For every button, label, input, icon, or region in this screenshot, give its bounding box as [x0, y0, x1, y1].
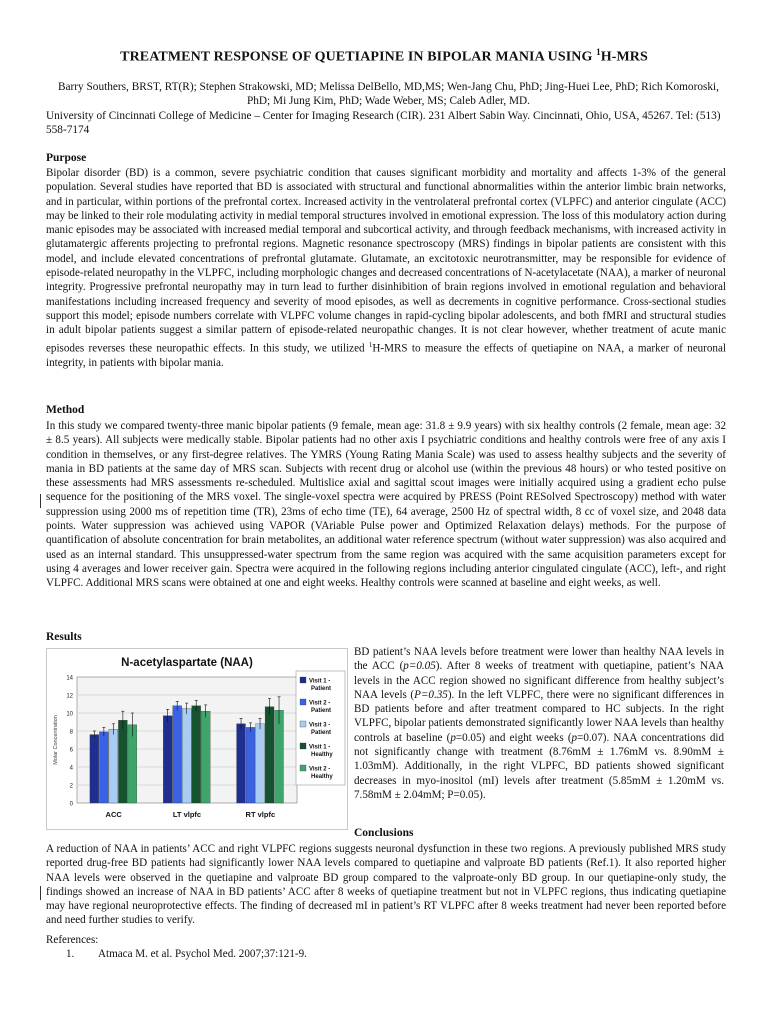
- y-tick-label: 0: [69, 801, 73, 808]
- results-pvalue-2: P=0.35: [414, 688, 448, 701]
- bar: [265, 707, 274, 803]
- purpose-superscript: 1: [368, 340, 373, 349]
- bar: [99, 732, 108, 803]
- y-axis-label: Molar Concentration: [53, 715, 59, 765]
- legend-label: Visit 1 -: [309, 744, 331, 751]
- bar: [90, 735, 99, 803]
- page-title: [0, 47, 768, 66]
- bar: [246, 727, 255, 803]
- results-pvalue-4: p: [571, 731, 578, 744]
- legend-label: Visit 2 -: [309, 700, 331, 707]
- legend-swatch: [300, 721, 306, 727]
- results-seg-4: =0.05) and eight weeks (: [455, 731, 572, 744]
- bar: [275, 710, 284, 803]
- legend-label: Visit 1 -: [309, 678, 331, 685]
- conclusions-text: A reduction of NAA in patients’ ACC and right VLPFC regions suggests neuronal dysfunction in these two regions. A previously published MRS study reported drug-free BD patients had significantly lower NAA levels compared to quetiapine and valproate BD patients (Ref.1). It also reported higher NAA levels were observed in the quetiapine and valproate BD group compared to the valproate-only BD group. In our quetiapine-only study, the findings showed an increase of NAA in BD patients’ ACC after 8 weeks of quetiapine treatment but not in VLPFC regions, thus indicating quetiapine may have regional neuroprotective effects. The finding of decreased mI in patient’s RT VLPFC after 8 weeks treatment had never been reported before and need further studies to verify.: [46, 843, 726, 927]
- x-tick-label: ACC: [105, 810, 122, 819]
- title-text: TREATMENT RESPONSE OF QUETIAPINE IN BIPOLAR MANIA USING: [120, 49, 597, 65]
- title-superscript: 1: [596, 47, 601, 57]
- purpose-text-a: Bipolar disorder (BD) is a common, severe psychiatric condition that causes significant morbidity and mortality and affects 1-3% of the general population. Several studies have reported that BD is associated with structural and functional abnormalities within the anterior limbic brain networks, and in particular, within portions of the prefrontal cortex. Increased activity in the ventrolateral prefrontal cortex (VLPFC) and anterior cingulate (ACC) may be linked to their role modulating activity in medial temporal structures involved in emotional expression. The loss of this modulatory action during manic episodes may be associated with increased medial temporal and subcortical activity, and through feedback mechanisms, with increased activity in glutamatergic afferents projecting to prefrontal regions. Magnetic resonance spectroscopy (MRS) findings in bipolar patients are consistent with this model, and include elevated concentrations of prefrontal glutamate. Glutamate, an excitotoxic neurotransmitter, may be responsible for evidence of episode-related neuropathy in the VLPFC, including morphologic changes and decreased concentrations of N-acetylacetate (NAA), a marker of neuronal integrity. Progressive prefrontal neuropathy may in turn lead to further disinhibition of brain regions involved in emotional regulation and behavioral manifestations including increased frequency and severity of mood episodes, as well as decrements in cognitive performance. Cross-sectional studies support this model; episode numbers correlate with VLPFC volume changes in rapid-cycling bipolar adolescents, and both fMRI and structural studies in adult bipolar patients suggest a similar pattern of episode-related neuropathic changes. It is not clear however, whether treatment of acute manic episodes reverses these neuropathic effects. In this study, we utilized: [46, 167, 726, 355]
- legend-label-line2: Patient: [311, 708, 332, 714]
- bar: [128, 725, 137, 803]
- bar: [192, 706, 201, 803]
- legend-swatch: [300, 677, 306, 683]
- bar: [118, 720, 127, 803]
- results-pvalue-3: p: [450, 731, 456, 744]
- reference-number: 1.: [66, 948, 75, 960]
- chart-title: N-acetylaspartate (NAA): [121, 657, 253, 669]
- bar: [182, 709, 191, 804]
- naa-bar-chart-svg: [47, 649, 347, 829]
- affiliation: University of Cincinnati College of Medicine – Center for Imaging Research (CIR). 231 Albert Sabin Way. Cincinnati, Ohio, USA, 45267. Tel: (513) 558-7174: [46, 110, 721, 136]
- bar: [256, 724, 265, 803]
- results-pvalue-1: p=0.05: [403, 660, 436, 673]
- legend-swatch: [300, 743, 306, 749]
- results-seg-2: ). After 8 weeks of treatment with quetiapine, patient’s NAA levels in the ACC region showed no significant difference from healthy subject’s NAA levels (: [354, 660, 725, 701]
- results-text: [354, 645, 724, 802]
- y-tick-label: 4: [69, 765, 73, 772]
- legend-label-line2: Healthy: [311, 774, 333, 780]
- y-tick-label: 8: [69, 729, 73, 736]
- title-tail: H-MRS: [600, 49, 648, 65]
- legend-label: Visit 3 -: [309, 722, 331, 729]
- y-tick-label: 12: [66, 693, 73, 700]
- bar: [201, 711, 210, 803]
- x-tick-label: LT vlpfc: [172, 810, 202, 819]
- legend-swatch: [300, 699, 306, 705]
- x-tick-label: RT vlpfc: [245, 810, 276, 819]
- conclusions-heading: Conclusions: [354, 827, 414, 839]
- results-seg-5: =0.07). NAA concentrations did not significantly change with treatment (8.76mM ± 1.76mM vs. 8.90mM ± 1.03mM). Additionally, in the right VLPFC, BD patients showed significant decreases in myo-inositol (mI) levels after treatment (5.85mM ± 1.20mM vs. 7.58mM ± 2.04mM; P=0.05).: [354, 731, 725, 801]
- results-seg-3: ). In the left VLPFC, there were no significant differences in BD patients before and after treatment compared to HC subjects. In the right VLPFC, bipolar patients demonstrated significantly lower NAA levels than healthy controls at baseline (: [354, 688, 724, 744]
- naa-chart: [46, 648, 348, 830]
- y-tick-label: 10: [66, 711, 73, 718]
- bar: [173, 706, 182, 803]
- purpose-heading: Purpose: [46, 152, 87, 164]
- legend-swatch: [300, 765, 306, 771]
- references-heading: References:: [46, 934, 99, 946]
- bar: [237, 724, 246, 803]
- method-heading: Method: [46, 404, 85, 416]
- y-tick-label: 2: [69, 783, 73, 790]
- bar: [109, 729, 118, 803]
- results-heading: Results: [46, 631, 82, 643]
- legend-label-line2: Patient: [311, 730, 332, 736]
- margin-change-bar: [40, 886, 41, 900]
- reference-item: [66, 948, 307, 960]
- purpose-text: [46, 166, 726, 370]
- y-tick-label: 14: [66, 675, 73, 682]
- reference-text: Atmaca M. et al. Psychol Med. 2007;37:121-9.: [98, 948, 307, 960]
- method-text: In this study we compared twenty-three manic bipolar patients (9 female, mean age: 31.8 ± 9.9 years) with six healthy controls (2 female, mean age: 32 ± 8.5 years). All subjects were medically stable. Bipolar patients had no other axis I psychiatric conditions and healthy controls were free of any axis I condition in themselves, or any first-degree relatives. The YMRS (Young Rating Mania Scale) was used to assess healthy subjects and the severity of mania in BD patients at the same day of MRS scan. Subjects with recent drug or alcohol use (within the previous 48 hours) or who tested positive on these assessments had MRS assessments re-scheduled. Multislice axial and sagittal scout images were initially acquired using a gradient echo pulse sequence for the positioning of the MRS voxel. The single-voxel spectra were acquired by PRESS (Point RESolved Spectroscopy) method with water suppression using 2000 ms of repetition time (TR), 23ms of echo time (TE), 64 average, 2500 Hz of spectral width, 8 cc of voxel size, and 2048 data points. Water suppression was achieved using VAPOR (VAriable Pulse power and Optimized Relaxation delays) methods. For the purpose of quantification of absolute concentration for brain metabolites, an additional water reference spectrum (without water suppression) was also acquired and used as an internal standard. This unsuppressed-water spectrum from the same region was acquired with the same acquisition parameters except for using 4 averages and lower receiver gain. Spectra were acquired in the following regions including anterior cingulated cingulate (ACC), left-, and right VLPFC. Additional MRS scans were obtained at one and eight weeks. Healthy controls were scanned at baseline and eight weeks, as well.: [46, 420, 726, 590]
- legend-label-line2: Patient: [311, 686, 332, 692]
- bar: [163, 716, 172, 803]
- y-tick-label: 6: [69, 747, 73, 754]
- author-list: Barry Southers, BRST, RT(R); Stephen Strakowski, MD; Melissa DelBello, MD,MS; Wen-Jang Chu, PhD; Jing-Huei Lee, PhD; Rich Komoroski, PhD; Mi Jung Kim, PhD; Wade Weber, MS; Caleb Adler, MD.: [57, 81, 720, 107]
- purpose-text-b: H-MRS to measure the effects of quetiapine on NAA, a marker of neuronal integrity, in patients with bipolar mania.: [46, 342, 726, 369]
- results-seg-1: BD patient’s NAA levels before treatment were lower than healthy NAA levels in the ACC (: [354, 646, 724, 673]
- margin-change-bar: [40, 494, 41, 508]
- legend-label: Visit 2 -: [309, 766, 331, 773]
- legend-label-line2: Healthy: [311, 752, 333, 758]
